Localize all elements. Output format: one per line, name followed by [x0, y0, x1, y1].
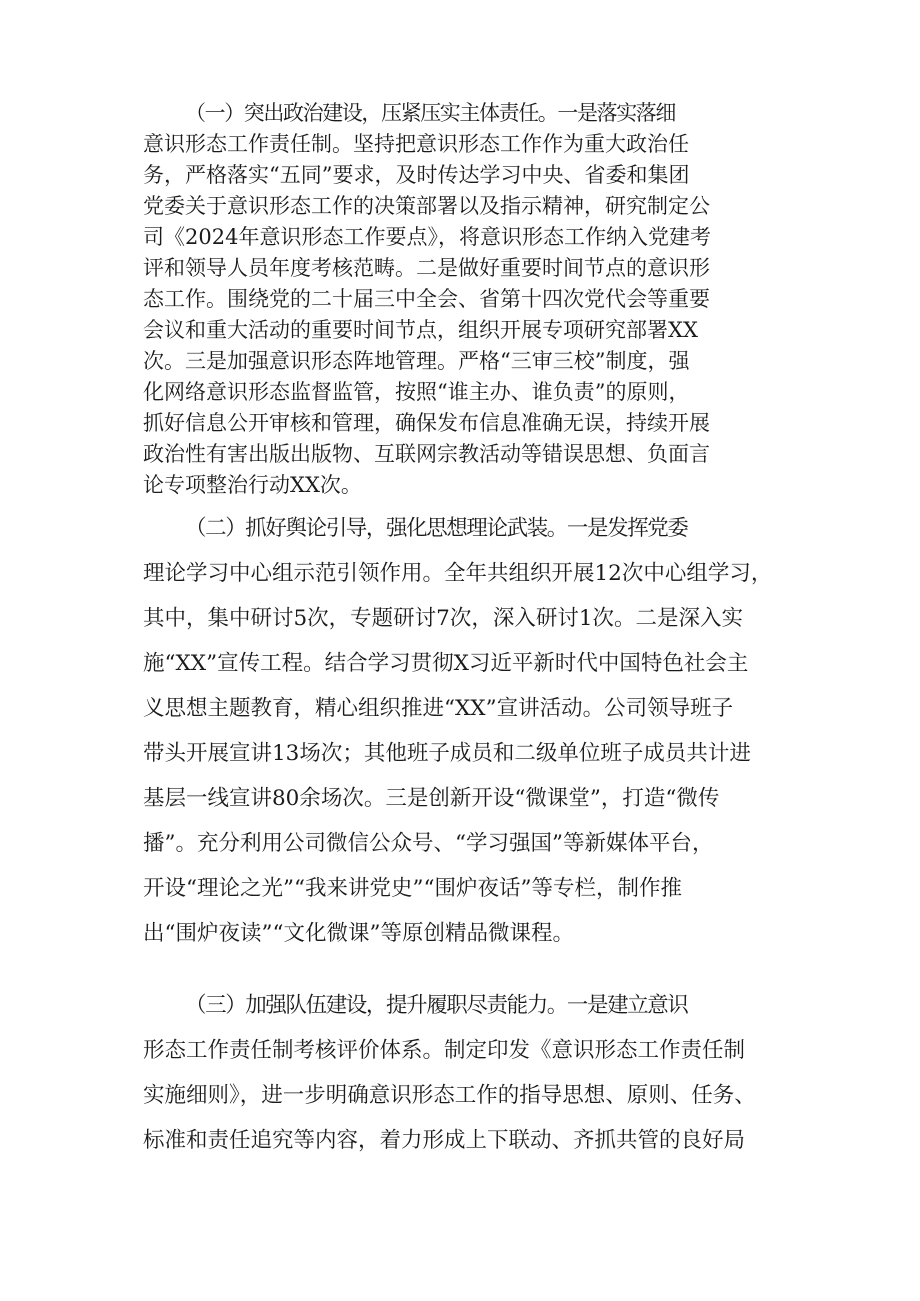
paragraph-line: 论专项整治行动XX次。	[143, 473, 362, 497]
paragraph-line: 党委关于意识形态工作的决策部署以及指示精神，研究制定公	[143, 194, 710, 218]
paragraph-line: 化网络意识形态监督监管，按照“谁主办、谁负责”的原则，	[143, 380, 690, 404]
paragraph-line: 务，严格落实“五同”要求，及时传达学习中央、省委和集团	[143, 163, 690, 187]
paragraph-line: 理论学习中心组示范引领作用。全年共组织开展12次中心组学习，	[143, 561, 773, 586]
paragraph-line: （三）加强队伍建设，提升履职尽责能力。一是建立意识	[185, 993, 688, 1018]
paragraph-line: 播”。充分利用公司微信公众号、“学习强国”等新媒体平台，	[143, 831, 714, 856]
paragraph-line: 其中，集中研讨5次，专题研讨7次，深入研讨1次。二是深入实	[143, 606, 744, 631]
paragraph-line: 政治性有害出版出版物、互联网宗教活动等错误思想、负面言	[143, 442, 710, 466]
paragraph-line: 形态工作责任制考核评价体系。制定印发《意识形态工作责任制	[143, 1038, 746, 1063]
paragraph-line: 次。三是加强意识形态阵地管理。严格“三审三校”制度，强	[143, 349, 690, 373]
paragraph-line: 施“XX”宣传工程。结合学习贯彻X习近平新时代中国特色社会主	[143, 651, 749, 676]
paragraph-line: 开设“理论之光”“我来讲党史”“围炉夜话”等专栏，制作推	[143, 876, 682, 901]
paragraph-line: 基层一线宣讲80余场次。三是创新开设“微课堂”，打造“微传	[143, 786, 720, 811]
paragraph-line: 态工作。围绕党的二十届三中全会、省第十四次党代会等重要	[143, 287, 710, 311]
paragraph-line: （一）突出政治建设，压紧压实主体责任。一是落实落细	[185, 101, 675, 125]
paragraph-line: 义思想主题教育，精心组织推进“XX”宣讲活动。公司领导班子	[143, 696, 734, 721]
paragraph-line: 出“围炉夜读”“文化微课”等原创精品微课程。	[143, 921, 574, 946]
paragraph-line: 会议和重大活动的重要时间节点，组织开展专项研究部署XX	[143, 318, 698, 342]
paragraph-line: 抓好信息公开审核和管理，确保发布信息准确无误，持续开展	[143, 411, 710, 435]
paragraph-line: 带头开展宣讲13场次；其他班子成员和二级单位班子成员共计进	[143, 741, 751, 766]
paragraph-line: 意识形态工作责任制。坚持把意识形态工作作为重大政治任	[143, 132, 689, 156]
paragraph-line: 标准和责任追究等内容，着力形成上下联动、齐抓共管的良好局	[143, 1128, 746, 1153]
paragraph-line: （二）抓好舆论引导，强化思想理论武装。一是发挥党委	[185, 516, 688, 541]
paragraph-line: 实施细则》，进一步明确意识形态工作的指导思想、原则、任务、	[143, 1083, 756, 1108]
paragraph-line: 评和领导人员年度考核范畴。二是做好重要时间节点的意识形	[143, 256, 710, 280]
paragraph-line: 司《2024年意识形态工作要点》，将意识形态工作纳入党建考	[143, 225, 711, 249]
